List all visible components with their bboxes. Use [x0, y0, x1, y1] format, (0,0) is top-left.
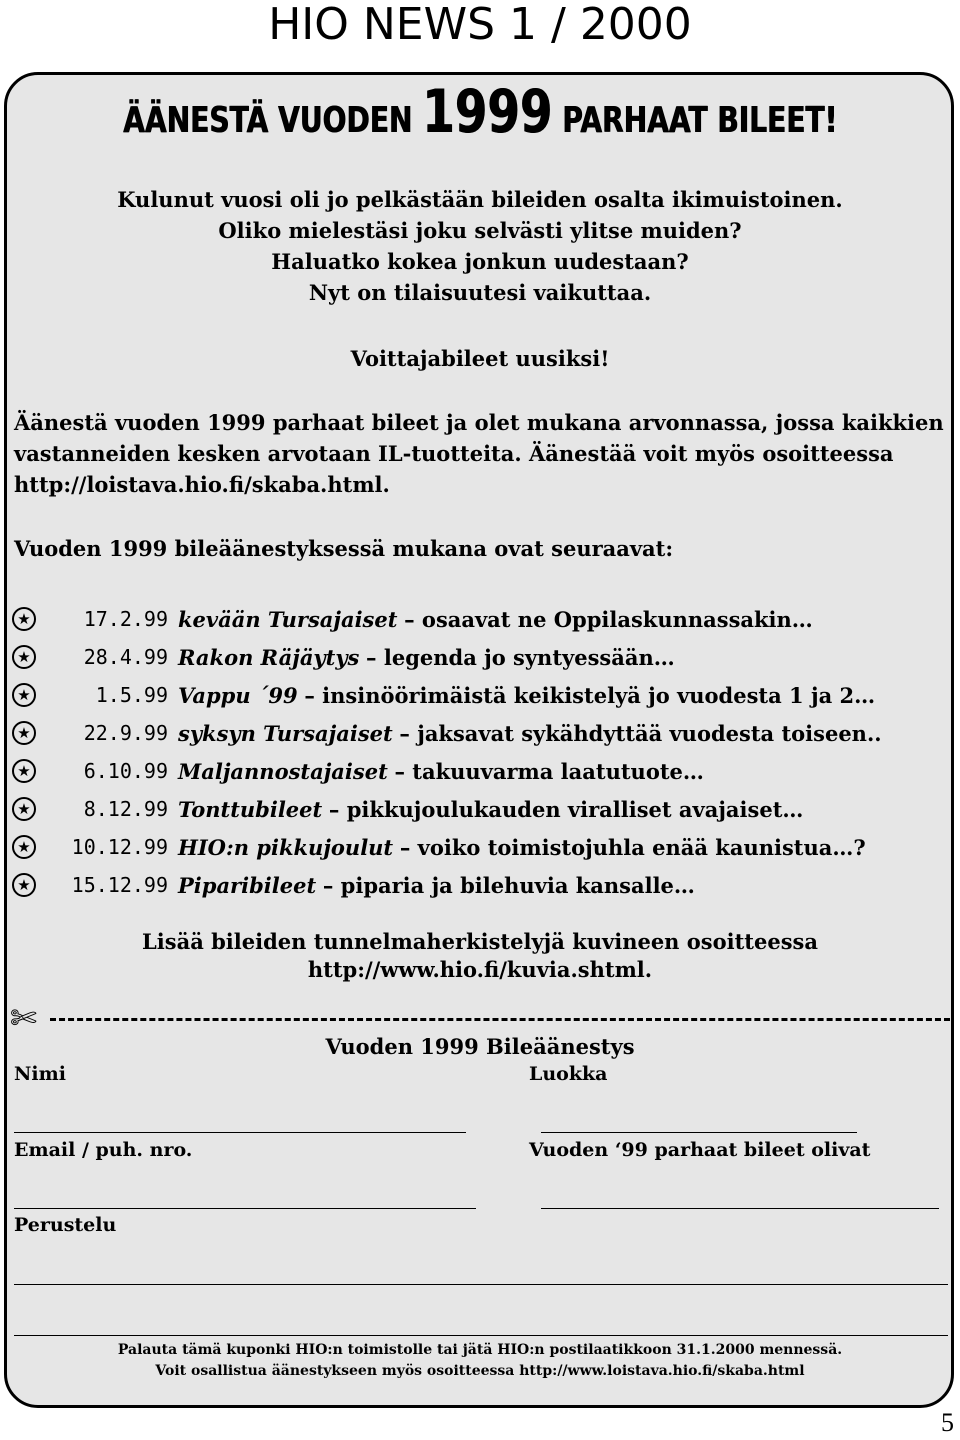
more-info-url: http://www.hio.fi/kuvia.shtml. [307, 957, 653, 982]
coupon-title: Vuoden 1999 Bileäänestys [325, 1034, 635, 1059]
star-bullet-icon: ★ [12, 835, 36, 859]
star-bullet-icon: ★ [12, 683, 36, 707]
headline-year: 1999 [421, 77, 553, 147]
list-item [12, 866, 942, 904]
event-name: Maljannostajaiset [178, 758, 388, 784]
list-item [12, 714, 942, 752]
list-item [12, 600, 942, 638]
headline-part-2: PARHAAT BILEET! [552, 100, 838, 141]
list-item [12, 638, 942, 676]
event-date: 10.12.99 [71, 835, 168, 859]
headline-part-1: ÄÄNESTÄ VUODEN [122, 100, 422, 141]
class-field-line[interactable] [541, 1132, 857, 1133]
list-item [12, 790, 942, 828]
event-name: Tonttubileet [178, 796, 323, 822]
intro-line: Nyt on tilaisuutesi vaikuttaa. [308, 280, 652, 305]
reason-field-line-2[interactable] [14, 1335, 948, 1336]
more-info [0, 928, 960, 984]
main-headline [106, 77, 855, 153]
event-description: – piparia ja bilehuvia kansalle… [322, 872, 695, 898]
star-bullet-icon: ★ [12, 721, 36, 745]
name-label: Nimi [14, 1063, 66, 1085]
footer-line: Palauta tämä kuponki HIO:n toimistolle tai jätä HIO:n postilaatikkoon 31.1.2000 mennessä. [117, 1342, 843, 1358]
event-date: 8.12.99 [83, 797, 168, 821]
cut-line [10, 1000, 950, 1036]
event-date: 17.2.99 [83, 607, 168, 631]
list-intro: Vuoden 1999 bileäänestyksessä mukana ovat seuraavat: [14, 536, 674, 561]
event-description: – jaksavat sykähdyttää vuodesta toiseen.. [399, 720, 882, 746]
contact-field-line[interactable] [14, 1208, 476, 1209]
event-list [12, 600, 942, 904]
event-name: Rakon Räjäytys [178, 644, 360, 670]
event-date: 1.5.99 [95, 683, 168, 707]
event-date: 22.9.99 [83, 721, 168, 745]
star-bullet-icon: ★ [12, 873, 36, 897]
star-bullet-icon: ★ [12, 797, 36, 821]
page-number: 5 [941, 1408, 954, 1437]
intro-line: Kulunut vuosi oli jo pelkästään bileiden osalta ikimuistoinen. [117, 187, 843, 212]
event-name: Piparibileet [178, 872, 317, 898]
name-field-line[interactable] [14, 1132, 466, 1133]
star-bullet-icon: ★ [12, 607, 36, 631]
dashed-cut-line [50, 1018, 950, 1021]
scissors-icon: ✄ [10, 999, 37, 1037]
event-description: – voiko toimistojuhla enää kaunistua…? [399, 834, 866, 860]
event-name: kevään Tursajaiset [178, 606, 398, 632]
footer-line: Voit osallistua äänestykseen myös osoitteessa http://www.loistava.hio.fi/skaba.html [155, 1363, 805, 1379]
star-bullet-icon: ★ [12, 645, 36, 669]
intro-line: Haluatko kokea jonkun uudestaan? [271, 249, 689, 274]
event-name: Vappu ´99 [178, 682, 298, 708]
reason-field-line[interactable] [14, 1284, 948, 1285]
intro-text [0, 184, 960, 308]
event-description: – osaavat ne Oppilaskunnassakin… [404, 606, 813, 632]
vote-paragraph: Äänestä vuoden 1999 parhaat bileet ja olet mukana arvonnassa, jossa kaikkien vastanneiden kesken arvotaan IL-tuotteita. Äänestää voit myös osoitteessa http://loistava.hio.fi/skaba.html. [14, 410, 944, 497]
event-date: 6.10.99 [83, 759, 168, 783]
more-info-line: Lisää bileiden tunnelmaherkistelyjä kuvineen osoitteessa [142, 929, 818, 954]
event-name: HIO:n pikkujoulut [178, 834, 394, 860]
event-description: – legenda jo syntyessään… [366, 644, 675, 670]
star-bullet-icon: ★ [12, 759, 36, 783]
intro-line: Oliko mielestäsi joku selvästi ylitse muiden? [218, 218, 742, 243]
page-header-title: HIO NEWS 1 / 2000 [268, 0, 692, 50]
contact-label: Email / puh. nro. [14, 1139, 193, 1161]
list-item [12, 752, 942, 790]
class-label: Luokka [529, 1063, 608, 1085]
event-name: syksyn Tursajaiset [178, 720, 393, 746]
event-description: – pikkujoulukauden viralliset avajaiset… [328, 796, 804, 822]
reason-label: Perustelu [14, 1214, 117, 1236]
list-item [12, 828, 942, 866]
list-item [12, 676, 942, 714]
event-description: – insinöörimäistä keikistelyä jo vuodesta 1 ja 2… [304, 682, 876, 708]
event-description: – takuuvarma laatutuote… [394, 758, 704, 784]
best-party-field-line[interactable] [541, 1208, 939, 1209]
event-date: 28.4.99 [83, 645, 168, 669]
slogan: Voittajabileet uusiksi! [350, 346, 610, 371]
footer-instructions [0, 1340, 960, 1382]
best-party-label: Vuoden ‘99 parhaat bileet olivat [529, 1139, 871, 1161]
event-date: 15.12.99 [71, 873, 168, 897]
